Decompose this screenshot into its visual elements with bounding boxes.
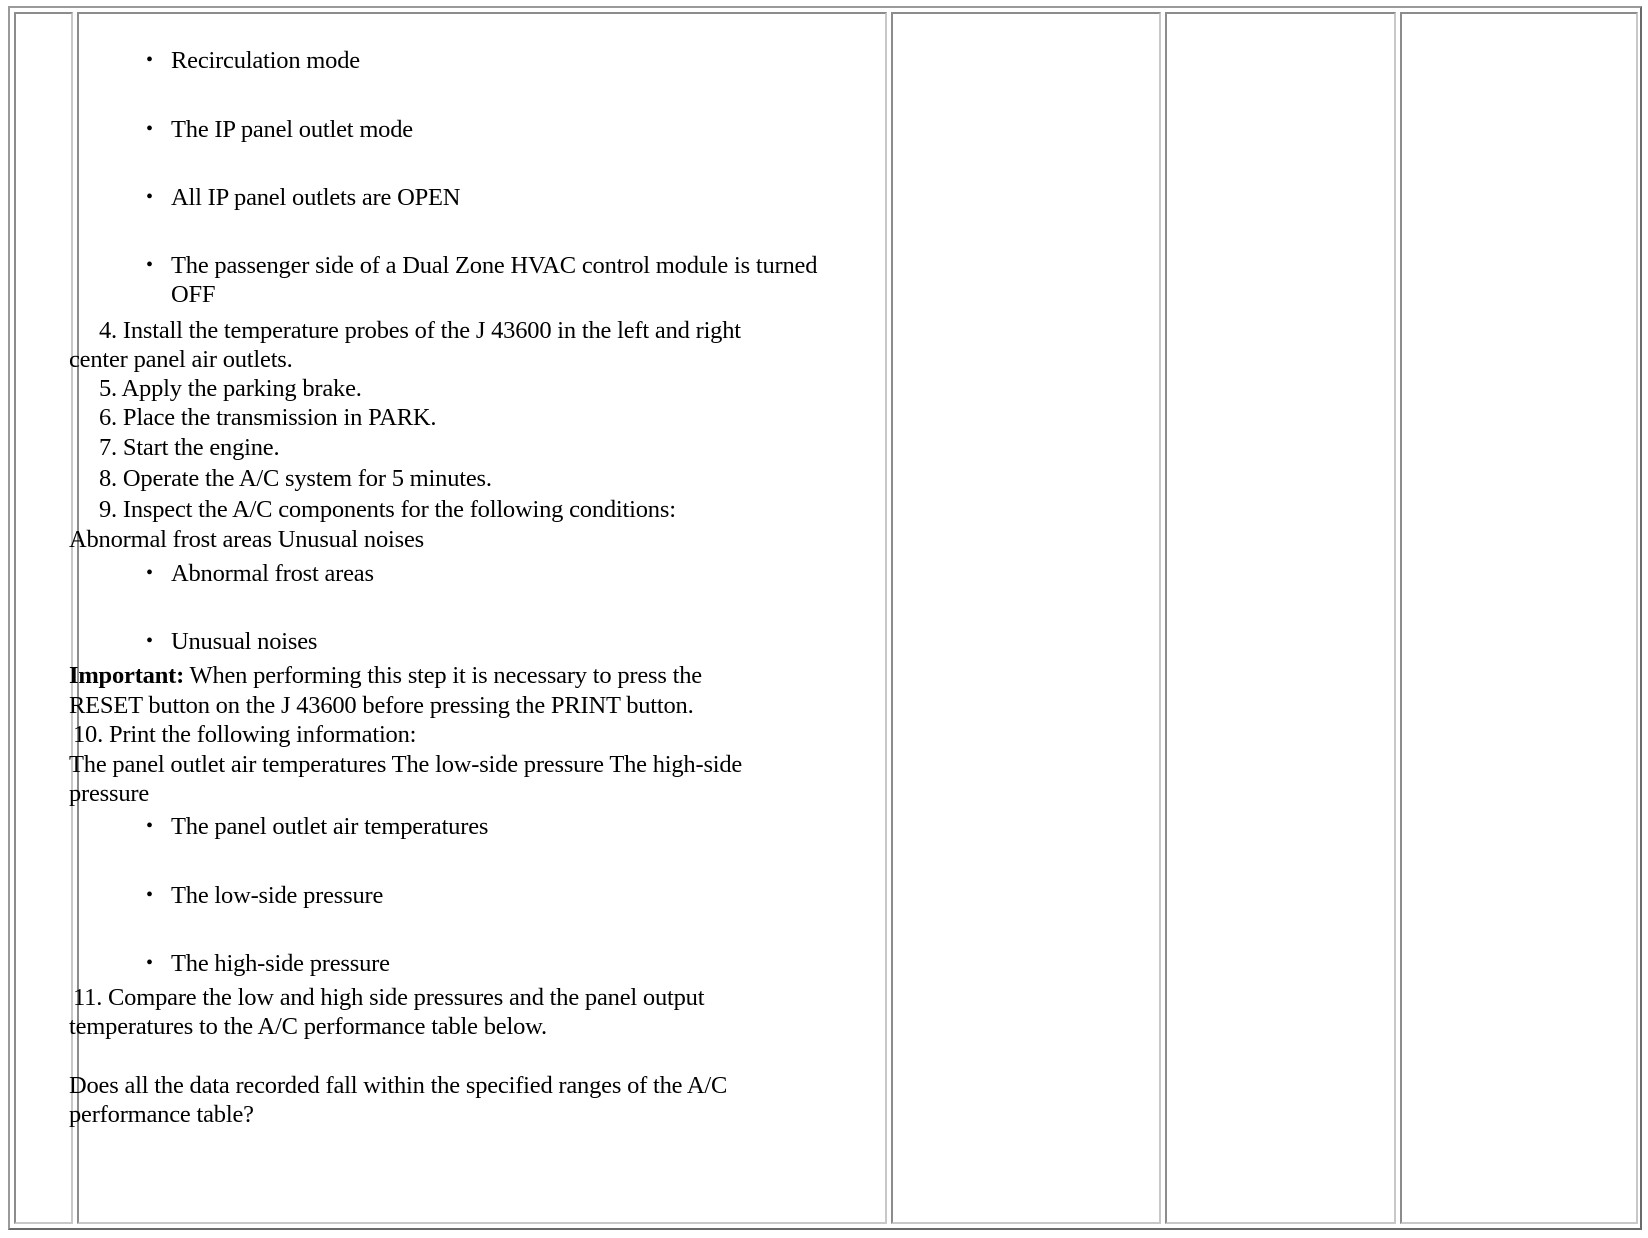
- bullet-icon: •: [146, 118, 153, 140]
- step-10-summary-line-2: pressure: [69, 780, 150, 807]
- step-10-summary-line-1: The panel outlet air temperatures The low-side pressure The high-side: [69, 751, 743, 778]
- list-item: • The low-side pressure: [146, 882, 384, 909]
- yes-cell: [1165, 12, 1396, 1224]
- action-text: [69, 0, 875, 1230]
- list-item: • The IP panel outlet mode: [146, 116, 413, 143]
- bullet-icon: •: [146, 254, 153, 276]
- important-label: Important:: [69, 662, 185, 689]
- step-9-summary: Abnormal frost areas Unusual noises: [69, 526, 424, 553]
- list-item: • The passenger side of a Dual Zone HVAC control module is turned OFF: [146, 252, 818, 308]
- list-item: • All IP panel outlets are OPEN: [146, 184, 461, 211]
- list-item: • The high-side pressure: [146, 950, 390, 977]
- question-line-1: Does all the data recorded fall within the specified ranges of the A/C: [69, 1072, 728, 1099]
- value-cell: [891, 12, 1161, 1224]
- step-5: 5. Apply the parking brake.: [99, 375, 362, 402]
- list-item: • Recirculation mode: [146, 47, 360, 74]
- list-item: • Unusual noises: [146, 628, 318, 655]
- list-item: • The panel outlet air temperatures: [146, 813, 489, 840]
- step-8: 8. Operate the A/C system for 5 minutes.: [99, 465, 492, 492]
- step-10: 10. Print the following information:: [73, 721, 417, 748]
- step-4-line-1: 4. Install the temperature probes of the J 43600 in the left and right: [99, 317, 741, 344]
- bullet-icon: •: [146, 815, 153, 837]
- step-9: 9. Inspect the A/C components for the following conditions:: [99, 496, 676, 523]
- bullet-icon: •: [146, 186, 153, 208]
- question-line-2: performance table?: [69, 1101, 254, 1128]
- list-item: • Abnormal frost areas: [146, 560, 374, 587]
- step-6: 6. Place the transmission in PARK.: [99, 404, 437, 431]
- important-note-line-1: Important: When performing this step it is necessary to press the: [69, 662, 702, 689]
- step-11-line-1: 11. Compare the low and high side pressures and the panel output: [73, 984, 705, 1011]
- step-11-line-2: temperatures to the A/C performance table below.: [69, 1013, 547, 1040]
- no-cell: [1400, 12, 1638, 1224]
- step-4-line-2: center panel air outlets.: [69, 346, 293, 373]
- step-7: 7. Start the engine.: [99, 434, 280, 461]
- bullet-icon: •: [146, 952, 153, 974]
- important-note-line-2: RESET button on the J 43600 before pressing the PRINT button.: [69, 692, 694, 719]
- bullet-icon: •: [146, 562, 153, 584]
- bullet-icon: •: [146, 884, 153, 906]
- bullet-icon: •: [146, 49, 153, 71]
- bullet-icon: •: [146, 630, 153, 652]
- step-number-cell: [14, 12, 73, 1224]
